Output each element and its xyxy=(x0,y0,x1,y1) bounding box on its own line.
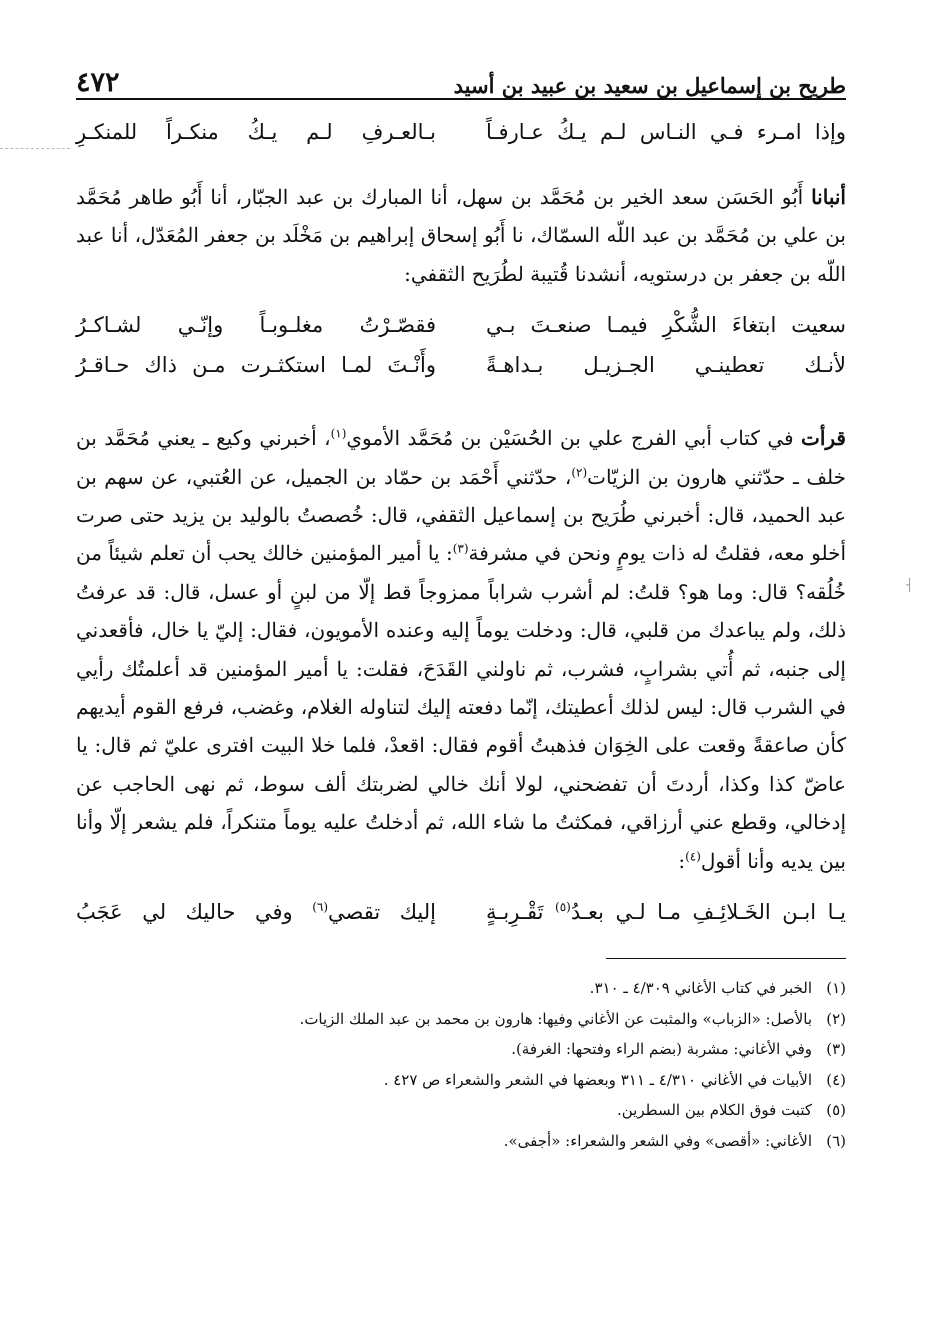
verse-hemistich-right: وإذا امـرء فـي النـاس لـم يـكُ عـارفـاً xyxy=(486,120,846,144)
verse-hemistich-right xyxy=(486,892,846,932)
verse-hemistich-left: فقصّـرْتُ مغلـوبـاً وإنّـي لشـاكـرُ xyxy=(76,313,436,338)
footnote-text: وفي الأغاني: مشربة (بضم الراء وفتحها: الغرفة). xyxy=(511,1040,812,1059)
footnote-number: (٥) xyxy=(826,1101,846,1120)
book-page xyxy=(76,58,846,1156)
paragraph-text: في كتاب أبي الفرج علي بن الحُسَيْن بن مُحَمَّد الأموي xyxy=(346,426,802,451)
footnote-divider xyxy=(606,958,846,959)
verse-hemistich-left xyxy=(76,892,436,932)
footnote-item xyxy=(76,1004,846,1035)
verse-hemistich-right: سعيت ابتغاءَ الشُّكْرِ فيمـا صنعـتَ بـي xyxy=(486,313,846,338)
verse-text: تَقْـرِبـةٍ xyxy=(486,900,556,925)
scan-margin-mark-right: ┤ xyxy=(906,578,914,592)
verse-text: يـا ابـن الخَـلائِـفِ مـا لـي بعـدُ xyxy=(570,900,846,925)
footnote-ref[interactable]: (٦) xyxy=(312,900,329,915)
verse-4 xyxy=(76,892,846,932)
footnote-item xyxy=(76,973,846,1004)
verse-hemistich-right: لأنـك تعطينـي الجـزيـل بـداهـةً xyxy=(486,353,846,378)
verse-row xyxy=(76,892,846,932)
footnote-item xyxy=(76,1126,846,1157)
footnote-number: (٦) xyxy=(826,1131,846,1150)
footnote-number: (١) xyxy=(826,979,846,998)
verse-row xyxy=(76,112,846,152)
footnote-number: (٣) xyxy=(826,1040,846,1059)
paragraph-narration xyxy=(76,419,846,880)
verse-row xyxy=(76,305,846,345)
footnote-ref[interactable]: (٤) xyxy=(685,849,701,864)
paragraph-text: ، حدّثني أَحْمَد بن حمّاد بن الجميل، عن العُتبي، عن سهم بن عبد الحميد، قال: أخبرني طُرَيح بن إسماعيل الثقفي، قال: خُصصتُ بالوليد بن يزيد حتى صرت أخلو معه، فقلتُ له ذات يومٍ ونحن في مشرفة xyxy=(76,464,846,566)
footnote-item xyxy=(76,1095,846,1126)
running-title: طريح بن إسماعيل بن سعيد بن عبيد بن أسيد xyxy=(453,73,846,98)
footnote-text: الأبيات في الأغاني ٤/٣١٠ ـ ٣١١ وبعضها في الشعر والشعراء ص ٤٢٧ . xyxy=(383,1070,812,1089)
paragraph-text: ، أخبرني وكيع ـ يعني مُحَمَّد بن خلف ـ حدّثني هارون بن الزيّات xyxy=(76,426,847,489)
paragraph-text: أَبُو الحَسَن سعد الخير بن مُحَمَّد بن سهل، أنا المبارك بن عبد الجبّار، أنا أَبُو طاهر مُحَمَّد بن علي بن مُحَمَّد بن عبد اللّه السمّاك، نا أَبُو إسحاق إبراهيم بن مَخْلَد بن جعفر المُعَدّل، أنا عبد اللّه بن جعفر بن درستويه، أنشدنا قُتيبة لطُرَيح الثقفي: xyxy=(76,185,846,286)
footnote-number: (٤) xyxy=(826,1070,846,1089)
footnote-text: الخبر في كتاب الأغاني ٤/٣٠٩ ـ ٣١٠. xyxy=(589,979,812,998)
running-head xyxy=(76,58,846,100)
paragraph-lead-word: قرأت xyxy=(801,426,846,451)
verse-2-3 xyxy=(76,305,846,385)
paragraph-text: : xyxy=(678,848,686,873)
paragraph-lead-word: أنبانا xyxy=(811,185,846,209)
paragraph-text: : يا أمير المؤمنين خالك يحب أن تعلم شيئاً من خُلُقه؟ قال: وما هو؟ قلتُ: لم أشرب شراباً ممزوجاً قط إلّا من لبنٍ أو عسل، قال: قد عرفتُ ذلك، ولم يباعدك من قلبي، قال: ودخلت يوماً إليه وعنده الأمويون، فقال: إليّ يا خال، فأقعدني إلى جنبه، ثم أُتي بشرابٍ، فشرب، ثم ناولني القَدَحَ، فقلت: يا أمير المؤمنين قد أعلمتُك رأيي في الشرب قال: ليس لذلك أعطيتك، إنّما دفعته إليك لتناوله الغلام، وغضب، فرفع القوم أيديهم كأن صاعقةً وقعت على الخِوَان فذهبتُ أقوم فقال: اقعدْ، فلما خلا البيت افترى عليّ ثم قال: يا عاضّ كذا وكذا، أردتَ أن تفضحني، لولا أنك خالي لضربتك ألف سوط، ثم نهى الحاجب عن إدخالي، وقطع عني أرزاقي، فمكثتُ ما شاء الله، ثم أدخلتُ عليه يوماً متنكراً، فلم يشعر إلّا وأنا بين يديه وأنا أقول xyxy=(76,541,847,873)
page-number: ٤٧٢ xyxy=(76,67,120,98)
footnote-text: الأغاني: «أقصى» وفي الشعر والشعراء: «أجفى». xyxy=(503,1131,812,1150)
verse-text: وفي حاليك لي عَجَبُ xyxy=(76,900,313,925)
footnote-item xyxy=(76,1034,846,1065)
footnote-ref[interactable]: (١) xyxy=(330,426,347,441)
footnote-number: (٢) xyxy=(826,1009,846,1028)
verse-hemistich-left: وأَنْـتَ لمـا استكثـرت مـن ذاك حـاقـرُ xyxy=(76,353,436,378)
verse-1 xyxy=(76,112,846,152)
footnotes-list xyxy=(76,973,846,1156)
verse-hemistich-left: بـالعـرفِ لـم يـكُ منكـراً للمنكـرِ xyxy=(76,120,436,144)
footnote-ref[interactable]: (٢) xyxy=(571,464,588,479)
verse-text: إليك تقصي xyxy=(328,900,436,925)
scan-margin-mark-left xyxy=(0,148,70,149)
footnote-text: كتبت فوق الكلام بين السطرين. xyxy=(617,1101,812,1120)
footnote-item xyxy=(76,1065,846,1096)
footnote-ref[interactable]: (٥) xyxy=(555,900,571,915)
paragraph-isnad xyxy=(76,178,846,293)
verse-row xyxy=(76,345,846,385)
footnote-ref[interactable]: (٣) xyxy=(452,541,469,556)
footnote-text: بالأصل: «الزباب» والمثبت عن الأغاني وفيها: هارون بن محمد بن عبد الملك الزيات. xyxy=(299,1009,812,1028)
